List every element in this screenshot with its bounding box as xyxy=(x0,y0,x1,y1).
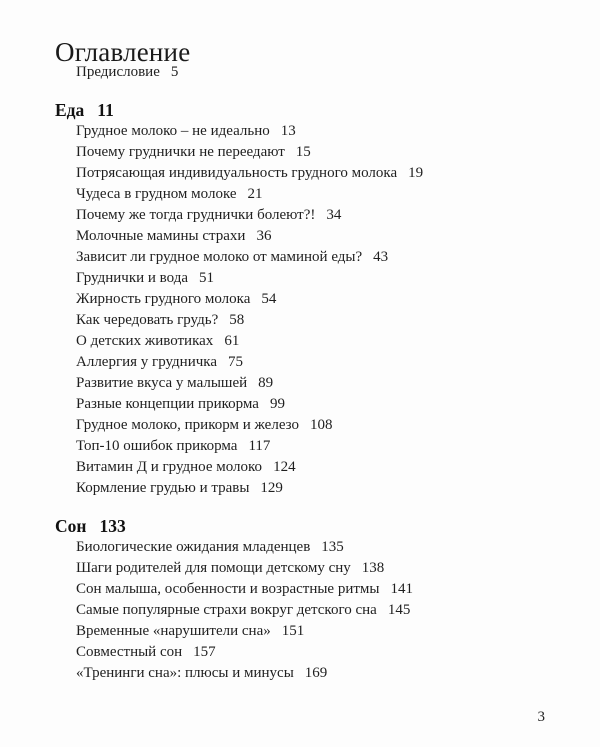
page-title: Оглавление xyxy=(55,37,191,68)
toc-entry-потрясающая-индивидуальность-грудного-молока-label: Потрясающая индивидуальность грудного молока xyxy=(76,165,398,181)
toc-entry-развитие-вкуса-у-малышей[interactable] xyxy=(0,373,600,394)
toc-entry-зависит-ли-грудное-молоко-от-маминой-еды-page-number: 43 xyxy=(373,249,389,265)
toc-entry-временные-нарушители-сна-page-number: 151 xyxy=(281,623,305,639)
toc-entry-молочные-мамины-страхи-label: Молочные мамины страхи xyxy=(76,228,246,244)
toc-entry-грудное-молоко-–-не-идеально-page-number: 13 xyxy=(280,123,296,139)
toc-entry-аллергия-у-грудничка-label: Аллергия у грудничка xyxy=(76,354,217,370)
toc-entry-топ-10-ошибок-прикорма-label: Топ-10 ошибок прикорма xyxy=(76,438,238,454)
toc-entry-разные-концепции-прикорма-label: Разные концепции прикорма xyxy=(76,396,259,412)
toc-entry-жирность-грудного-молока-label: Жирность грудного молока xyxy=(76,291,251,307)
toc-entry-тренинги-сна-плюсы-и-минусы[interactable] xyxy=(0,663,600,684)
toc-entry-кормление-грудью-и-травы[interactable] xyxy=(0,478,600,499)
toc-entry-предисловие-label: Предисловие xyxy=(76,64,160,80)
toc-section-еда[interactable] xyxy=(0,100,600,121)
toc-entry-шаги-родителей-для-помощи-детскому-сну[interactable] xyxy=(0,558,600,579)
toc-entry-потрясающая-индивидуальность-грудного-молока-page-number: 19 xyxy=(408,165,424,181)
toc-entry-разные-концепции-прикорма-page-number: 99 xyxy=(269,396,285,412)
toc-entry-чудеса-в-грудном-молоке-label: Чудеса в грудном молоке xyxy=(76,186,237,202)
toc-entry-биологические-ожидания-младенцев-page-number: 135 xyxy=(321,539,344,555)
toc-entry-временные-нарушители-сна-label: Временные «нарушители сна» xyxy=(76,623,271,639)
toc-entry-предисловие-page-number: 5 xyxy=(170,64,179,80)
toc-entry-молочные-мамины-страхи-page-number: 36 xyxy=(256,228,272,244)
toc-entry-зависит-ли-грудное-молоко-от-маминой-еды-label: Зависит ли грудное молоко от маминой еды? xyxy=(76,249,363,265)
toc-section-еда-label: Еда xyxy=(55,100,85,120)
toc-entry-предисловие[interactable] xyxy=(0,62,600,83)
toc-entry-почему-же-тогда-груднички-болеют[interactable] xyxy=(0,205,600,226)
toc-entry-почему-груднички-не-переедают-label: Почему груднички не переедают xyxy=(76,144,285,160)
toc-entry-кормление-грудью-и-травы-page-number: 129 xyxy=(260,480,283,496)
toc-section-сон-label: Сон xyxy=(55,516,87,536)
toc-entry-разные-концепции-прикорма[interactable] xyxy=(0,394,600,415)
toc-entry-груднички-и-вода-label: Груднички и вода xyxy=(76,270,188,286)
toc-entry-аллергия-у-грудничка[interactable] xyxy=(0,352,600,373)
toc-entry-аллергия-у-грудничка-page-number: 75 xyxy=(228,354,243,370)
toc-list xyxy=(0,62,600,684)
toc-entry-топ-10-ошибок-прикорма-page-number: 117 xyxy=(248,438,271,454)
toc-entry-как-чередовать-грудь-label: Как чередовать грудь? xyxy=(76,312,219,328)
toc-entry-тренинги-сна-плюсы-и-минусы-label: «Тренинги сна»: плюсы и минусы xyxy=(76,665,294,681)
page-number-folio: 3 xyxy=(537,709,545,725)
toc-entry-грудное-молоко-прикорм-и-железо-page-number: 108 xyxy=(310,417,333,433)
toc-entry-жирность-грудного-молока[interactable] xyxy=(0,289,600,310)
toc-entry-молочные-мамины-страхи[interactable] xyxy=(0,226,600,247)
toc-entry-почему-груднички-не-переедают[interactable] xyxy=(0,142,600,163)
toc-subsection-list-еда xyxy=(0,121,600,499)
toc-entry-жирность-грудного-молока-page-number: 54 xyxy=(261,291,277,307)
toc-body xyxy=(0,62,600,684)
toc-entry-совместный-сон-page-number: 157 xyxy=(193,644,216,660)
toc-entry-развитие-вкуса-у-малышей-page-number: 89 xyxy=(258,375,274,391)
toc-entry-шаги-родителей-для-помощи-детскому-сну-label: Шаги родителей для помощи детскому сну xyxy=(76,560,351,576)
toc-entry-как-чередовать-грудь-page-number: 58 xyxy=(229,312,245,328)
toc-entry-топ-10-ошибок-прикорма[interactable] xyxy=(0,436,600,457)
toc-entry-биологические-ожидания-младенцев-label: Биологические ожидания младенцев xyxy=(76,539,311,555)
toc-entry-совместный-сон-label: Совместный сон xyxy=(76,644,183,660)
toc-entry-совместный-сон[interactable] xyxy=(0,642,600,663)
toc-entry-груднички-и-вода[interactable] xyxy=(0,268,600,289)
toc-entry-сон-малыша-особенности-и-возрастные-ритмы-label: Сон малыша, особенности и возрастные ритмы xyxy=(76,581,380,597)
toc-entry-шаги-родителей-для-помощи-детскому-сну-page-number: 138 xyxy=(361,560,385,576)
toc-entry-сон-малыша-особенности-и-возрастные-ритмы[interactable] xyxy=(0,579,600,600)
toc-entry-груднички-и-вода-page-number: 51 xyxy=(199,270,214,286)
toc-section-сон[interactable] xyxy=(0,516,600,537)
toc-entry-грудное-молоко-–-не-идеально[interactable] xyxy=(0,121,600,142)
toc-entry-витамин-д-и-грудное-молоко[interactable] xyxy=(0,457,600,478)
toc-entry-временные-нарушители-сна[interactable] xyxy=(0,621,600,642)
toc-entry-тренинги-сна-плюсы-и-минусы-page-number: 169 xyxy=(304,665,328,681)
toc-entry-чудеса-в-грудном-молоке[interactable] xyxy=(0,184,600,205)
toc-entry-биологические-ожидания-младенцев[interactable] xyxy=(0,537,600,558)
toc-entry-почему-груднички-не-переедают-page-number: 15 xyxy=(295,144,311,160)
toc-entry-потрясающая-индивидуальность-грудного-молока[interactable] xyxy=(0,163,600,184)
toc-entry-почему-же-тогда-груднички-болеют-page-number: 34 xyxy=(326,207,342,223)
toc-entry-как-чередовать-грудь[interactable] xyxy=(0,310,600,331)
toc-entry-развитие-вкуса-у-малышей-label: Развитие вкуса у малышей xyxy=(76,375,248,391)
toc-entry-кормление-грудью-и-травы-label: Кормление грудью и травы xyxy=(76,480,250,496)
toc-entry-витамин-д-и-грудное-молоко-page-number: 124 xyxy=(273,459,296,475)
toc-entry-грудное-молоко-прикорм-и-железо[interactable] xyxy=(0,415,600,436)
toc-subsection-list-сон xyxy=(0,537,600,684)
toc-entry-зависит-ли-грудное-молоко-от-маминой-еды[interactable] xyxy=(0,247,600,268)
toc-entry-грудное-молоко-прикорм-и-железо-label: Грудное молоко, прикорм и железо xyxy=(76,417,300,433)
toc-entry-о-детских-животиках-label: О детских животиках xyxy=(76,333,214,349)
toc-entry-самые-популярные-страхи-вокруг-детского-сна[interactable] xyxy=(0,600,600,621)
toc-entry-самые-популярные-страхи-вокруг-детского-сна-page-number: 145 xyxy=(387,602,411,618)
toc-section-сон-page-number: 133 xyxy=(99,516,126,536)
toc-entry-грудное-молоко-–-не-идеально-label: Грудное молоко – не идеально xyxy=(76,123,270,139)
toc-entry-самые-популярные-страхи-вокруг-детского-сна-label: Самые популярные страхи вокруг детского сна xyxy=(76,602,377,618)
toc-entry-о-детских-животиках-page-number: 61 xyxy=(224,333,240,349)
toc-entry-сон-малыша-особенности-и-возрастные-ритмы-page-number: 141 xyxy=(390,581,413,597)
toc-entry-витамин-д-и-грудное-молоко-label: Витамин Д и грудное молоко xyxy=(76,459,263,475)
toc-entry-почему-же-тогда-груднички-болеют-label: Почему же тогда груднички болеют?! xyxy=(76,207,316,223)
toc-section-еда-page-number: 11 xyxy=(97,100,114,120)
toc-entry-о-детских-животиках[interactable] xyxy=(0,331,600,352)
toc-entry-чудеса-в-грудном-молоке-page-number: 21 xyxy=(247,186,263,202)
